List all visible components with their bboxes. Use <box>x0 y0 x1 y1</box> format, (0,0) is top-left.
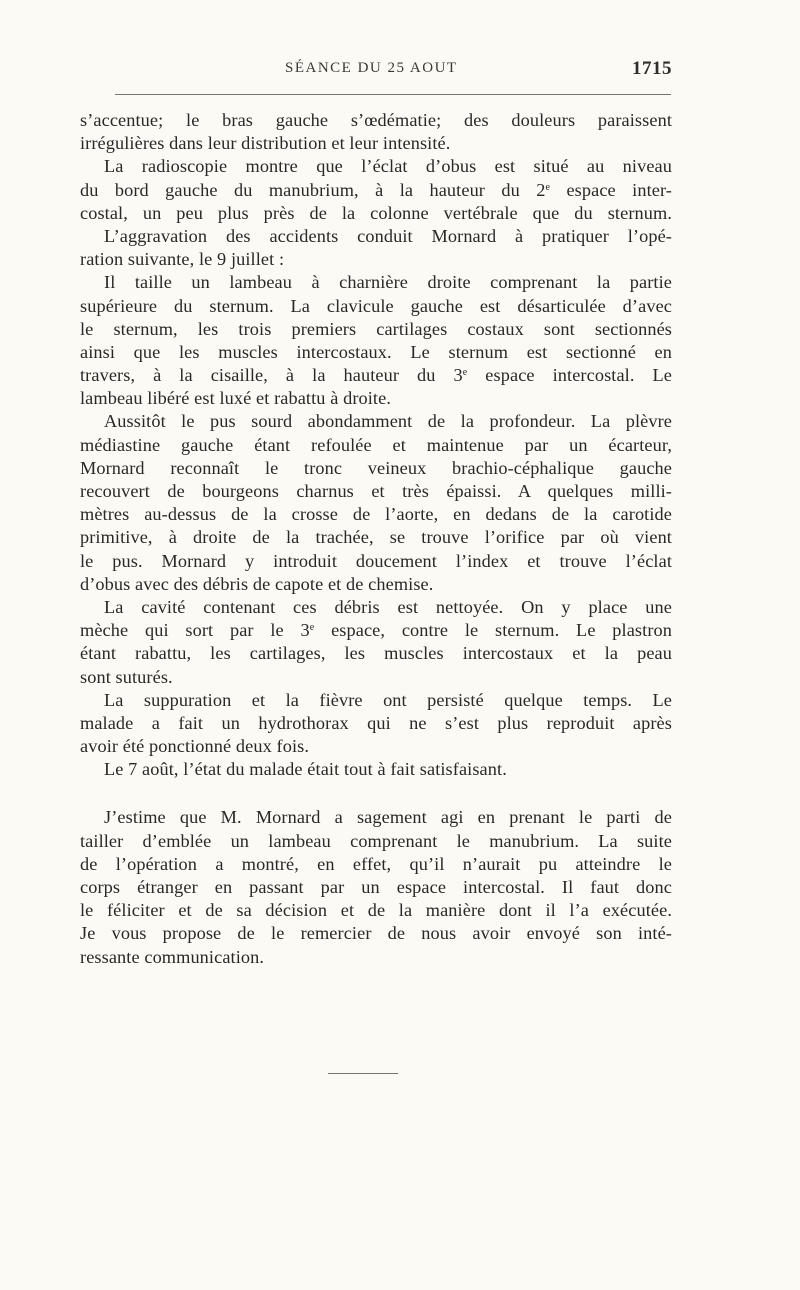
superscript: e <box>462 367 468 379</box>
section-end-rule <box>328 1073 398 1074</box>
text-line: ration suivante, le 9 juillet : <box>80 249 285 270</box>
text-line: d’obus avec des débris de capote et de chemise. <box>80 573 434 594</box>
superscript: e <box>545 181 551 193</box>
text-line <box>80 364 672 387</box>
text-line: recouvert de bourgeons charnus et très épaissi. A quelques milli- <box>80 481 672 501</box>
text-line: le pus. Mornard y introduit doucement l’index et trouve l’éclat <box>80 550 672 571</box>
text-line: s’accentue; le bras gauche s’œdématie; des douleurs paraissent <box>80 110 672 130</box>
text-line: La suppuration et la fièvre ont persisté quelque temps. Le <box>104 689 672 710</box>
text-run: du bord gauche du manubrium, à la hauteur du 2 <box>80 179 546 200</box>
running-head <box>80 60 672 84</box>
text-run: espace, contre le sternum. Le plastron <box>314 620 672 641</box>
page-number: 1715 <box>632 58 672 79</box>
text-line <box>80 619 672 642</box>
text-line: sont suturés. <box>80 666 173 687</box>
text-line: lambeau libéré est luxé et rabattu à droite. <box>80 388 391 409</box>
text-line: le féliciter et de sa décision et de la manière dont il l’a exécutée. <box>80 900 672 921</box>
text-line: costal, un peu plus près de la colonne vertébrale que du sternum. <box>80 202 672 223</box>
superscript: e <box>309 622 315 634</box>
text-line: La radioscopie montre que l’éclat d’obus est situé au niveau <box>104 156 672 177</box>
body-text <box>80 109 672 969</box>
text-line: de l’opération a montré, en effet, qu’il n’aurait pu atteindre le <box>80 853 672 874</box>
text-line: La cavité contenant ces débris est nettoyée. On y place une <box>104 596 672 617</box>
header-rule <box>115 94 671 95</box>
text-line: tailler d’emblée un lambeau comprenant le manubrium. La suite <box>80 830 672 851</box>
text-line: étant rabattu, les cartilages, les muscles intercostaux et la peau <box>80 643 672 664</box>
text-run: travers, à la cisaille, à la hauteur du 3 <box>80 365 463 386</box>
text-run: espace intercostal. Le <box>467 365 672 386</box>
text-line: médiastine gauche étant refoulée et maintenue par un écarteur, <box>80 434 672 455</box>
text-line: Je vous propose de le remercier de nous avoir envoyé son inté- <box>80 923 672 944</box>
text-line: Aussitôt le pus sourd abondamment de la profondeur. La plèvre <box>104 411 672 432</box>
text-line: L’aggravation des accidents conduit Mornard à pratiquer l’opé- <box>104 225 672 246</box>
text-line: Il taille un lambeau à charnière droite comprenant la partie <box>104 272 672 293</box>
text-line: mètres au-dessus de la crosse de l’aorte, en dedans de la carotide <box>80 504 672 525</box>
text-line: corps étranger en passant par un espace intercostal. Il faut donc <box>80 877 672 897</box>
text-line: avoir été ponctionné deux fois. <box>80 736 310 757</box>
text-line: ressante communication. <box>80 946 265 967</box>
text-line: J’estime que M. Mornard a sagement agi en prenant le parti de <box>104 807 672 828</box>
paragraph-gap <box>80 781 672 806</box>
text-line: Mornard reconnaît le tronc veineux brachio-céphalique gauche <box>80 457 672 478</box>
text-line: irrégulières dans leur distribution et leur intensité. <box>80 133 451 154</box>
text-line: primitive, à droite de la trachée, se trouve l’orifice par où vient <box>80 527 672 548</box>
text-line: supérieure du sternum. La clavicule gauche est désarticulée d’avec <box>80 295 672 316</box>
text-line <box>80 179 672 202</box>
text-run: mèche qui sort par le 3 <box>80 620 310 641</box>
text-line: ainsi que les muscles intercostaux. Le sternum est sectionné en <box>80 341 672 362</box>
text-line: le sternum, les trois premiers cartilages costaux sont sectionnés <box>80 318 672 339</box>
text-run: espace inter- <box>550 179 672 200</box>
text-line: malade a fait un hydrothorax qui ne s’est plus reproduit après <box>80 712 672 733</box>
running-title: SÉANCE DU 25 AOUT <box>285 60 458 76</box>
text-line: Le 7 août, l’état du malade était tout à fait satisfaisant. <box>104 759 507 780</box>
